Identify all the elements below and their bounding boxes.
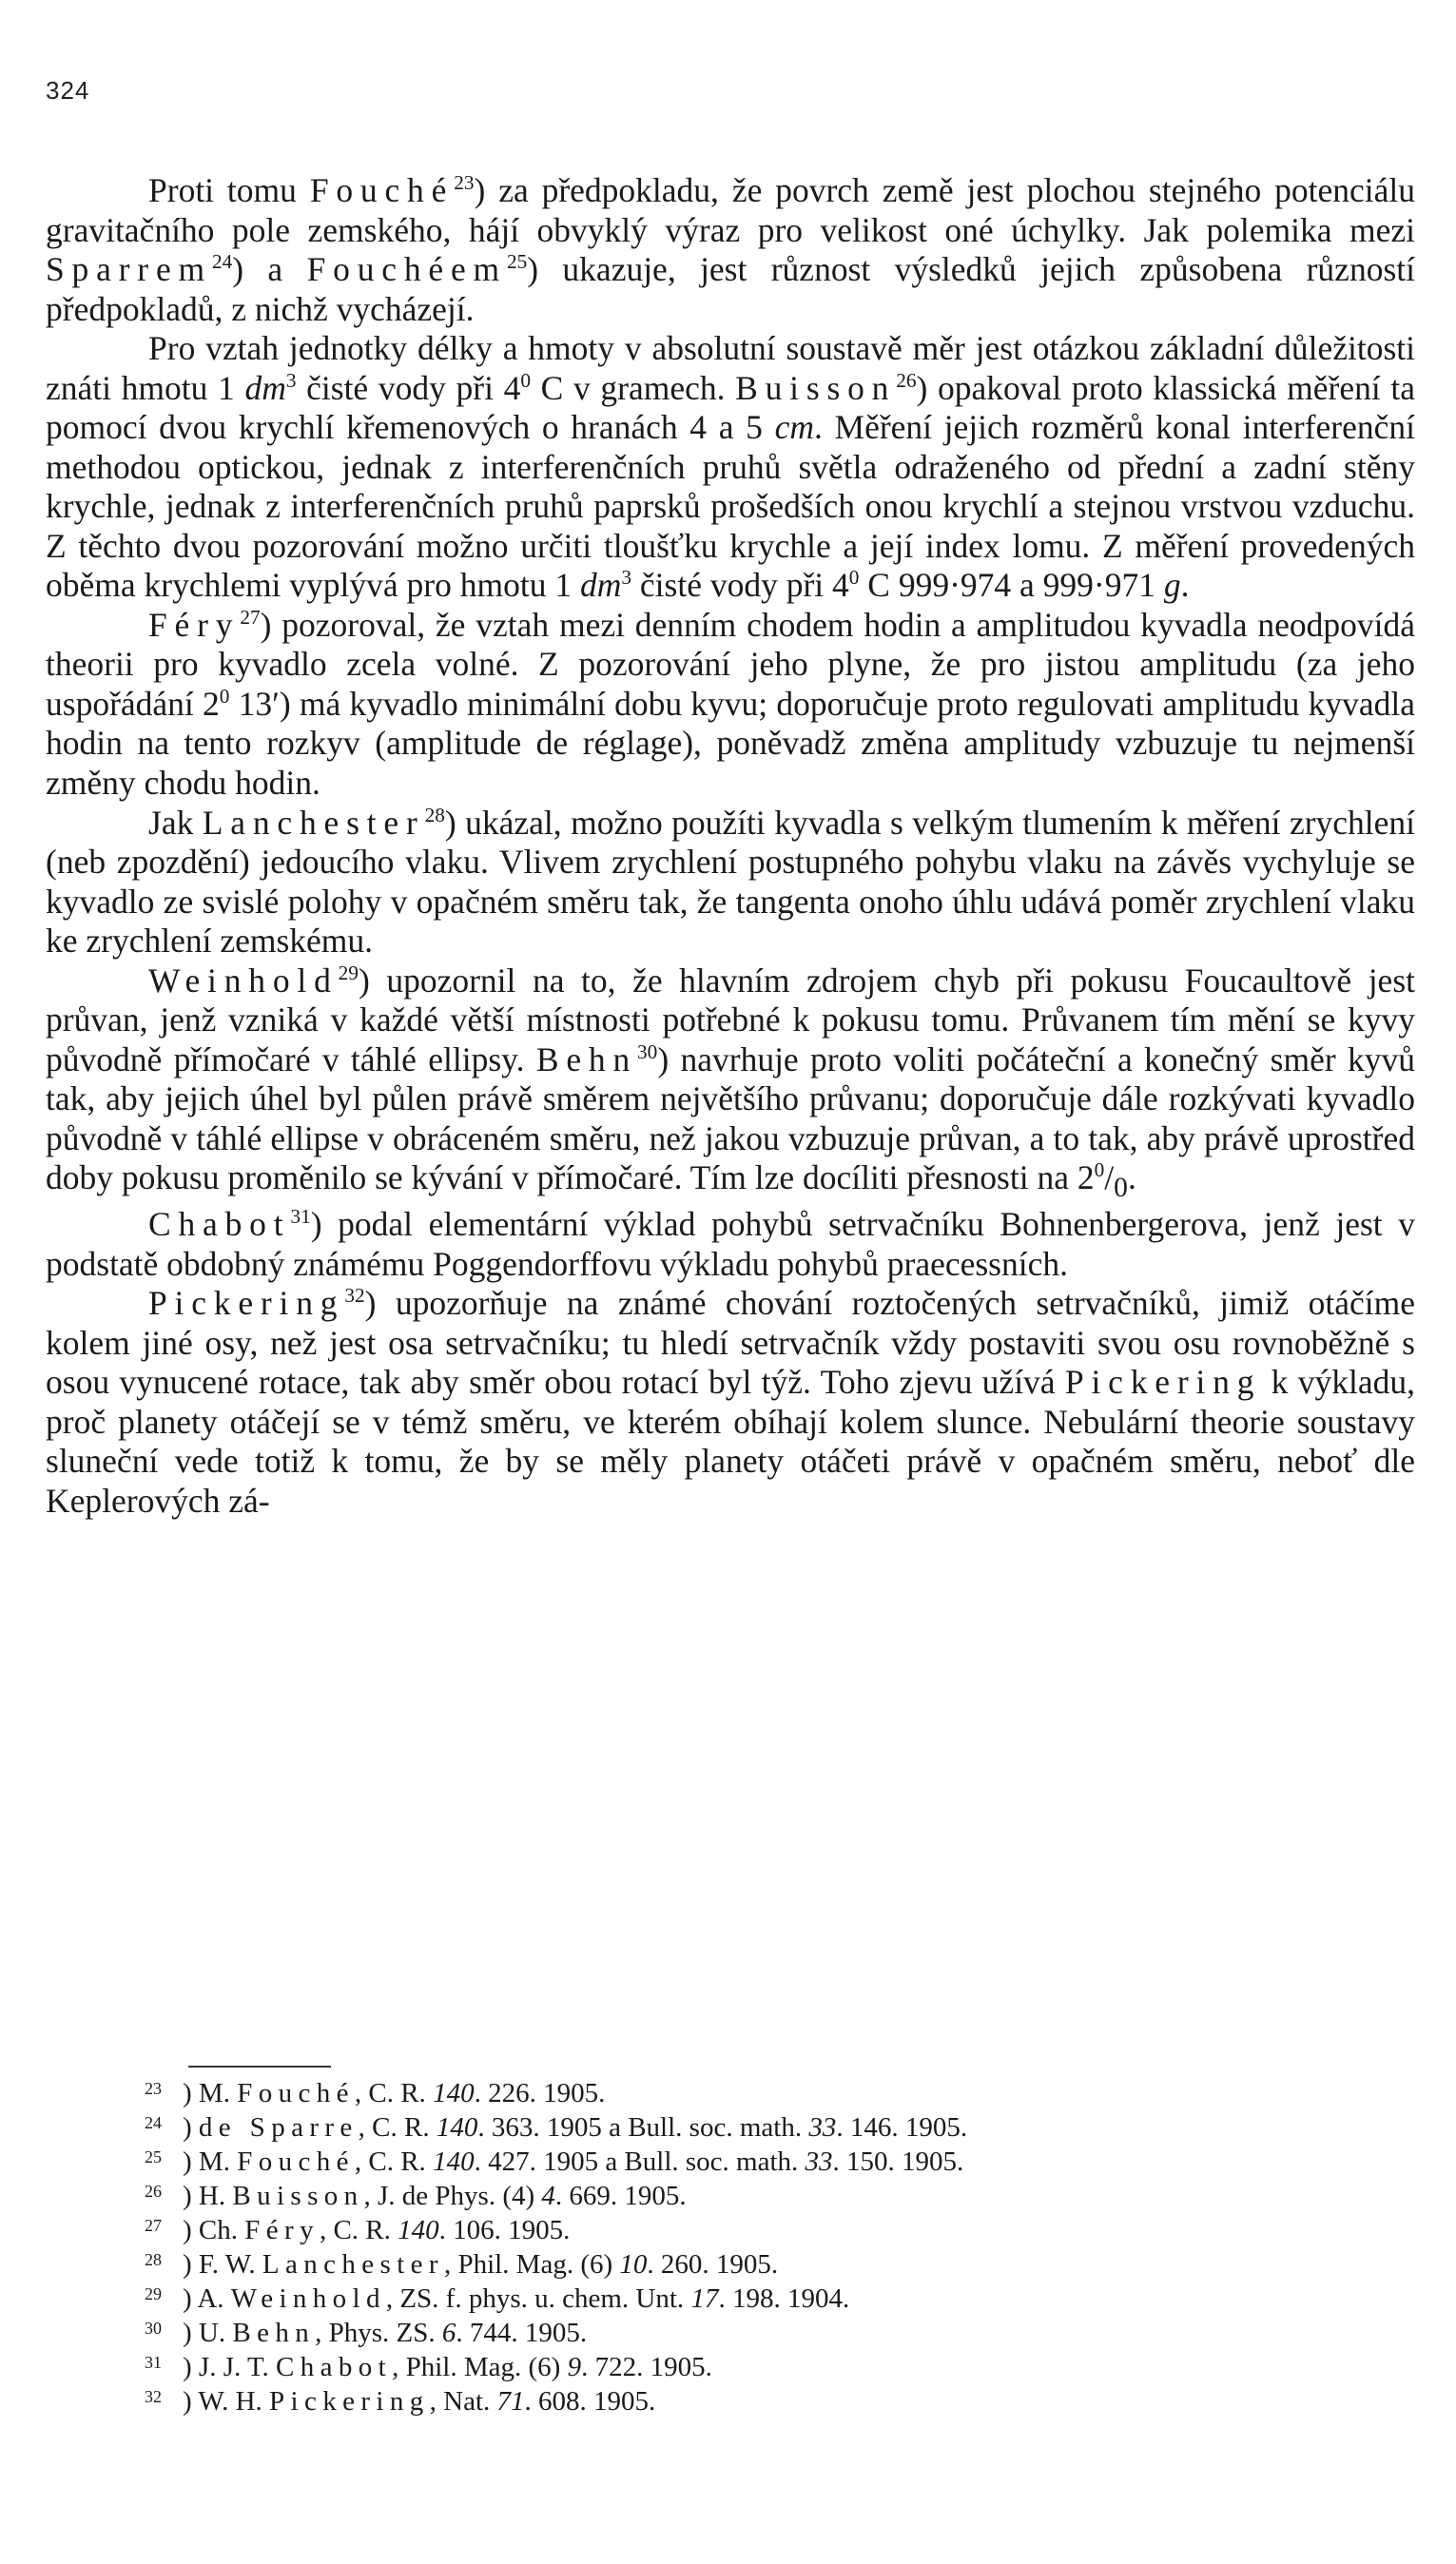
text-run: . 106. 1905. <box>438 2214 571 2245</box>
footnote-mark: 27 <box>145 2215 162 2235</box>
text-run: . 226. 1905. <box>474 2078 606 2108</box>
italic-text: 17 <box>690 2282 719 2314</box>
superscript: 29 <box>338 961 359 984</box>
superscript: 32 <box>344 1284 365 1308</box>
superscript: 23 <box>454 171 475 195</box>
italic-text: 33 <box>805 2146 833 2177</box>
text-run: F. W. <box>198 2248 262 2280</box>
footnote <box>145 2351 1286 2385</box>
text-run: ) pozoroval, že vztah mezi denním chodem hodin a amplitudou kyvadla neodpovídá theorii pro kyvadlo zcela volné. Z pozorování jeho plyne, že pro jistou amplitudu (za jeho uspořádání 2 <box>46 605 1415 723</box>
spaced-name: Behn <box>535 1039 638 1078</box>
paragraph <box>46 606 1415 804</box>
footnote-divider <box>188 2066 331 2068</box>
spaced-name: Pickering <box>269 2385 430 2417</box>
italic-text: 140 <box>433 2078 475 2108</box>
text-run: C 999·974 a 999·971 <box>859 566 1164 605</box>
superscript: 0 <box>848 566 860 590</box>
text-run: . 608. 1905. <box>524 2385 656 2417</box>
footnote <box>145 2282 1286 2317</box>
italic-text: 71 <box>496 2385 525 2417</box>
text-run: ) navrhuje proto voliti počáteční a konečný směr kyvů tak, aby jejich úhel byl půlen právě směrem největšího průvanu; doporučuje dále rozkývati kyvadlo původně v táhlé ellipse v obráceném směru, než jakou vzbuzuje průvan, a to tak, aby právě uprostřed doby pokusu proměnilo se kývání v přímočaré. Tím lze docíliti přesnosti na 2 <box>46 1039 1416 1197</box>
footnote-mark: 30 <box>145 2318 162 2338</box>
spaced-name: Féry <box>148 605 241 644</box>
footnote-mark: 23 <box>145 2079 162 2098</box>
text-run: . <box>1180 566 1190 605</box>
footnote-mark: 31 <box>145 2352 162 2372</box>
text-run: A. <box>197 2282 231 2314</box>
paragraph <box>46 1284 1415 1521</box>
footnote-mark: 24 <box>145 2112 162 2132</box>
text-run: J. J. T. <box>198 2351 277 2382</box>
text-run: Pro vztah jednotky délky a hmoty v absolutní soustavě měr jest otázkou základní důležitosti znáti hmotu 1 <box>46 329 1415 407</box>
text-run: ) ukazuje, jest různost výsledků jejich způsobena růzností předpokladů, z nichž vycházejí. <box>46 250 1415 328</box>
italic-text: 140 <box>433 2146 475 2177</box>
paragraph <box>46 962 1415 1205</box>
text-run: Jak <box>148 803 203 842</box>
spaced-name: Fouché <box>309 171 455 209</box>
text-run: , C. R. <box>354 2146 434 2177</box>
footnote-mark: 28 <box>145 2249 162 2269</box>
text-run: , Nat. <box>429 2385 497 2417</box>
spaced-name: Chabot <box>276 2351 393 2382</box>
text-run: M. <box>198 2146 238 2177</box>
paragraph <box>46 171 1415 329</box>
footnote <box>145 2385 1286 2419</box>
footnote-paren: ) <box>183 2214 199 2245</box>
superscript: 0 <box>1094 1158 1105 1182</box>
footnote <box>145 2146 1286 2180</box>
text-run: Ch. <box>198 2214 245 2245</box>
footnote-paren: ) <box>183 2111 199 2143</box>
footnote-paren: ) <box>183 2385 199 2417</box>
spaced-name: Weinhold <box>148 961 339 1000</box>
footnote-paren: ) <box>183 2078 199 2108</box>
italic-text: dm <box>579 566 622 605</box>
text-run: . 744. 1905. <box>456 2317 588 2348</box>
italic-text: 6 <box>441 2317 456 2348</box>
footnote-paren: ) <box>183 2282 198 2314</box>
spaced-name: Buisson <box>735 368 897 407</box>
text-run: . 722. 1905. <box>581 2351 712 2382</box>
footnote-mark: 25 <box>145 2146 162 2166</box>
text-run: , C. R. <box>354 2078 434 2108</box>
spaced-name: Buisson <box>232 2180 364 2211</box>
text-run: . 150. 1905. <box>832 2146 964 2177</box>
footnote-paren: ) <box>183 2248 199 2280</box>
text-run: , C. R. <box>358 2111 437 2143</box>
text-run: ) podal elementární výklad pohybů setrvačníku Bohnenbergerova, jenž jest v podstatě obdobný známému Poggendorffovu výkladu pohybů praecessních. <box>46 1204 1415 1283</box>
paragraph <box>46 1205 1415 1284</box>
text-run: U. <box>198 2317 233 2348</box>
text-run: H. <box>198 2180 233 2211</box>
spaced-name: Pickering <box>148 1284 345 1323</box>
spaced-name: Fouché <box>237 2146 355 2177</box>
text-run: Proti tomu <box>148 171 310 209</box>
text-run: . 427. 1905 a Bull. soc. math. <box>474 2146 806 2177</box>
spaced-name: Chabot <box>148 1204 291 1243</box>
footnote-paren: ) <box>183 2180 199 2211</box>
italic-text: g <box>1163 566 1181 605</box>
text-run: M. <box>198 2078 238 2108</box>
footnote <box>145 2214 1286 2248</box>
superscript: 31 <box>290 1205 311 1229</box>
superscript: 0 <box>520 368 531 392</box>
page-number: 324 <box>46 76 90 105</box>
spaced-name: Lanchester <box>202 803 425 842</box>
footnotes <box>145 2077 1286 2419</box>
text-run: čisté vody při 4 <box>296 368 521 407</box>
text-run: , J. de Phys. (4) <box>363 2180 542 2211</box>
italic-text: dm <box>244 368 286 407</box>
footnote-mark: 26 <box>145 2181 162 2201</box>
text-run: , C. R. <box>319 2214 398 2245</box>
footnote <box>145 2077 1286 2111</box>
text-run: ) ukázal, možno použíti kyvadla s velkým tlumením k měření zrychlení (neb zpozdění) jedoucího vlaku. Vlivem zrychlení postupného pohybu vlaku na závěs vychyluje se kyvadlo ze svislé polohy v opačném směru tak, že tangenta onoho úhlu udává poměr zrychlení vlaku ke zrychlení zemskému. <box>46 803 1416 961</box>
spaced-name: Féry <box>244 2214 320 2245</box>
text-run: . <box>1127 1158 1136 1197</box>
text-run: . 669. 1905. <box>554 2180 687 2211</box>
superscript: 28 <box>424 803 445 826</box>
spaced-name: Lanchester <box>262 2248 444 2280</box>
italic-text: 140 <box>436 2111 478 2143</box>
text-run: ) upozorňuje na známé chování roztočených setrvačníků, jimiž otáčíme kolem jiné osy, než jest osa setrvačníku; tu hledí setrvačník vždy postaviti svou osu rovnoběžně s osou vynucené rotace, tak aby směr obou rotací byl týž. Toho zjevu užívá <box>46 1284 1415 1402</box>
italic-text: 4 <box>541 2180 555 2211</box>
text-run: . 363. 1905 a Bull. soc. math. <box>477 2111 809 2143</box>
spaced-name: Pickering <box>1064 1363 1262 1402</box>
text-run: . 260. 1905. <box>647 2248 779 2280</box>
text-run: 13′) má kyvadlo minimální dobu kyvu; doporučuje proto regulovati amplitudu kyvadla hodin na tento rozkyv (amplitude de réglage), poněvadž změna amplitudy vzbuzuje tu nejmenší změny chodu hodin. <box>46 684 1415 802</box>
footnote <box>145 2180 1286 2214</box>
spaced-name: Behn <box>232 2317 316 2348</box>
text-run: / <box>1104 1158 1115 1197</box>
text-run: W. H. <box>198 2385 270 2417</box>
spaced-name: Sparrem <box>46 250 212 289</box>
superscript: 3 <box>621 566 632 590</box>
subscript: 0 <box>1114 1173 1128 1204</box>
footnote-mark: 32 <box>145 2386 162 2406</box>
text-run: čisté vody při 4 <box>631 566 849 605</box>
text-run: . Měření jejich rozměrů konal interferenční methodou optickou, jednak z interferenčních pruhů světla odraženého od přední a zadní stěny krychle, jednak z interferenčních pruhů paprsků prošedších onou krychlí a stejnou vrstvou vzduchu. Z těchto dvou pozorování možno určiti tloušťku krychle a její index lomu. Z měření provedených oběma krychlemi vyplývá pro hmotu 1 <box>46 408 1415 605</box>
superscript: 27 <box>240 606 261 630</box>
paragraph <box>46 329 1415 606</box>
spaced-name: Weinhold <box>230 2282 386 2314</box>
italic-text: 10 <box>619 2248 648 2280</box>
text-run: ) opakoval proto klassická měření ta pomocí dvou krychlí křemenových o hranách 4 a 5 <box>46 368 1415 447</box>
text-run: , Phil. Mag. (6) <box>392 2351 568 2382</box>
text-run: , Phil. Mag. (6) <box>443 2248 620 2280</box>
text-run: . 146. 1905. <box>836 2111 968 2143</box>
text-run: ) upozornil na to, že hlavním zdrojem chyb při pokusu Foucaultově jest průvan, jenž vzniká v každé větší místnosti potřebné k pokusu tomu. Průvanem tím mění se kyvy původně přímočaré v táhlé ellipsy. <box>46 961 1415 1078</box>
footnote <box>145 2248 1286 2282</box>
text-run: C v gramech. <box>531 368 736 407</box>
paragraph <box>46 804 1415 962</box>
footnote <box>145 2111 1286 2146</box>
footnote <box>145 2317 1286 2351</box>
text-run: , ZS. f. phys. u. chem. Unt. <box>385 2282 691 2314</box>
italic-text: 9 <box>567 2351 582 2382</box>
footnote-paren: ) <box>183 2351 199 2382</box>
footnote-paren: ) <box>183 2146 199 2177</box>
footnote-mark: 29 <box>145 2283 162 2303</box>
superscript: 24 <box>211 250 233 274</box>
spaced-name: de Sparre <box>198 2111 359 2143</box>
text-run: ) za předpokladu, že povrch země jest plochou stejného potenciálu gravitačního pole zemského, hájí obvyklý výraz pro velikost oné úchylky. Jak polemika mezi <box>46 171 1415 249</box>
text-run: , Phys. ZS. <box>315 2317 442 2348</box>
body-text <box>46 171 1415 1521</box>
footnote-paren: ) <box>183 2317 199 2348</box>
italic-text: 140 <box>398 2214 439 2245</box>
text-run: k výkladu, proč planety otáčejí se v témž směru, ve kterém obíhají kolem slunce. Nebulární theorie soustavy sluneční vede totiž k tomu, že by se měly planety otáčeti právě v opačném směru, neboť dle Keplerových zá- <box>46 1363 1415 1520</box>
superscript: 25 <box>506 250 528 274</box>
spaced-name: Fouchéem <box>306 250 507 289</box>
italic-text: 33 <box>808 2111 837 2143</box>
spaced-name: Fouché <box>237 2078 355 2108</box>
superscript: 3 <box>285 368 297 392</box>
text-run: ) a <box>232 250 307 289</box>
text-run: . 198. 1904. <box>718 2282 850 2314</box>
superscript: 0 <box>219 685 230 709</box>
superscript: 26 <box>896 368 917 392</box>
italic-text: cm <box>774 408 814 447</box>
superscript: 30 <box>637 1039 658 1063</box>
